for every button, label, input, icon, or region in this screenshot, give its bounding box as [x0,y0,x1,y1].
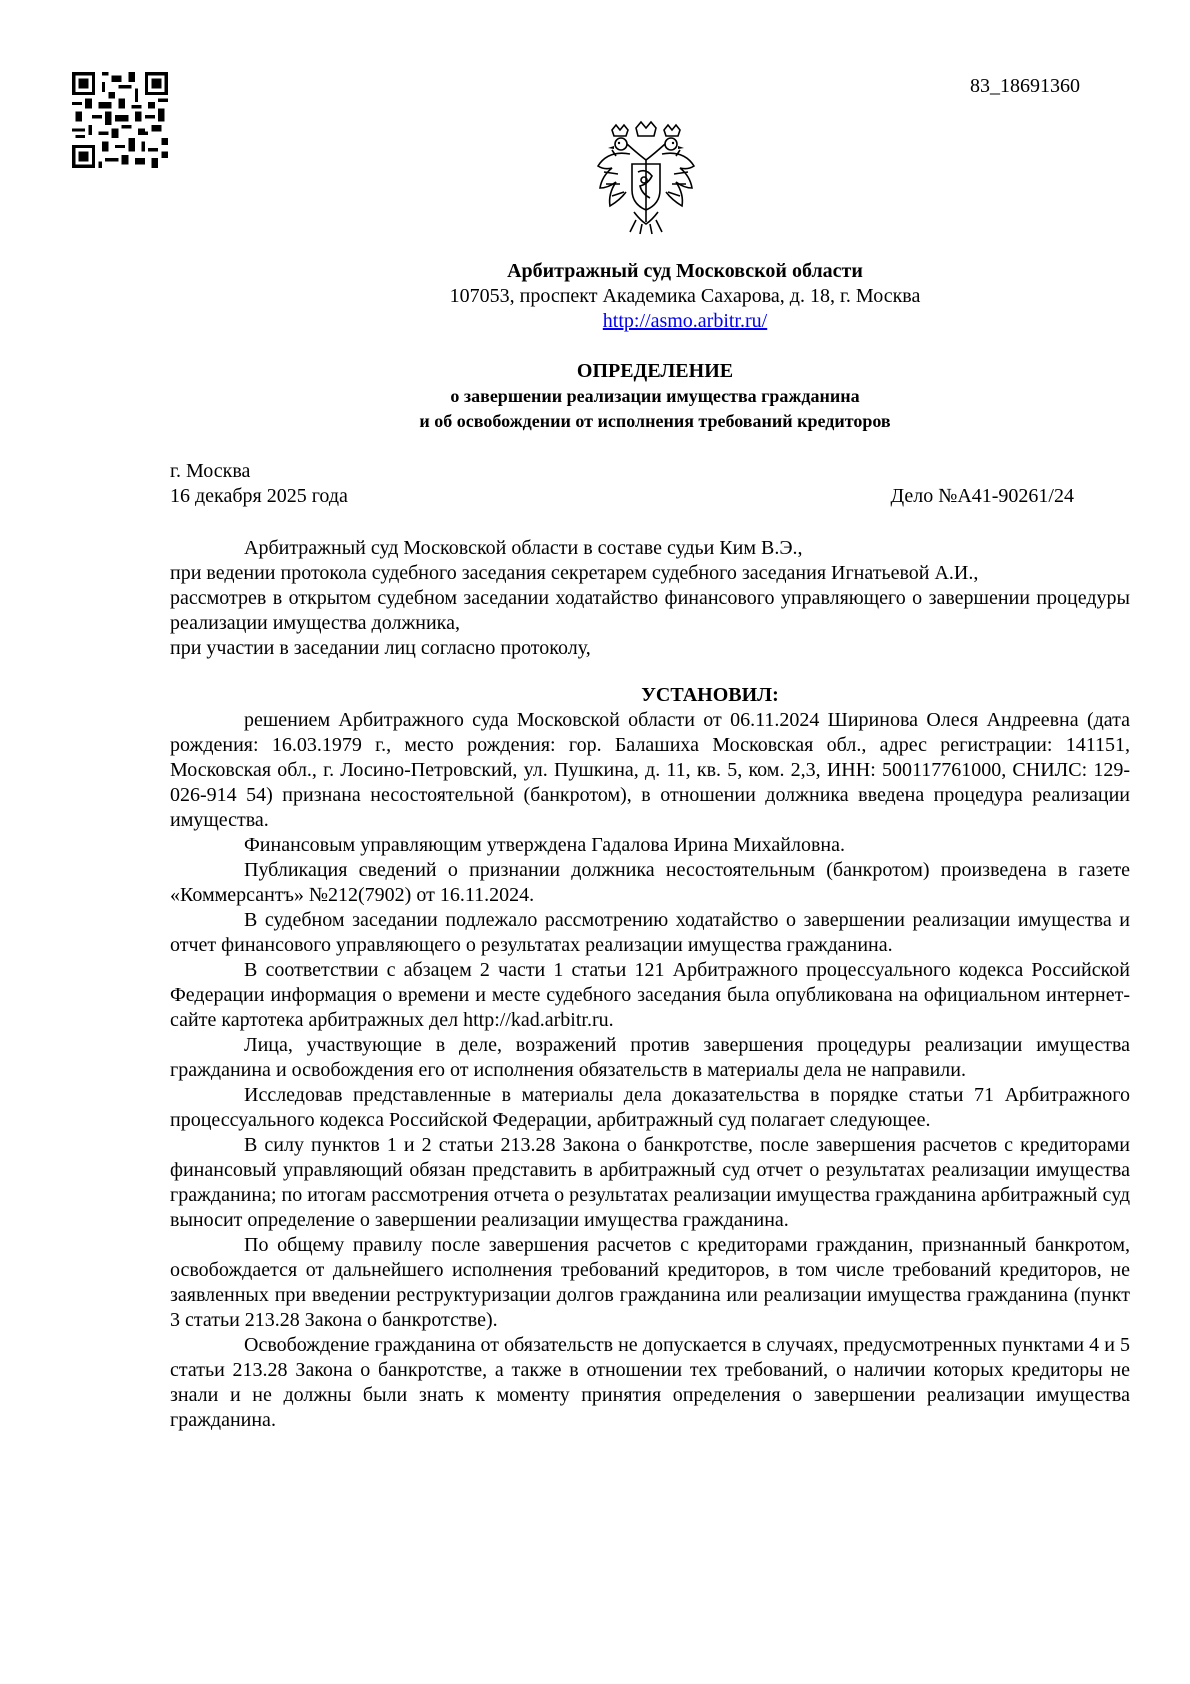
intro-paragraph: Арбитражный суд Московской области в составе судьи Ким В.Э., [244,537,803,559]
court-site-link[interactable]: http://asmo.arbitr.ru/ [602,310,768,332]
body-paragraph: В силу пунктов 1 и 2 статьи 213.28 Закона о банкротстве, после завершения расчетов с кредиторами финансовый управляющий обязан представить в арбитражный суд отчет о результатах реализации имущества гражданина; по итогам рассмотрения отчета о результатах реализации имущества гражданина арбитражный суд выносит определение о завершении реализации имущества гражданина. [170,1134,1130,1231]
document-subtitle [0,384,1190,434]
intro-paragraph: при ведении протокола судебного заседания секретарем судебного заседания Игнатьевой А.И., [170,562,979,584]
body-paragraph: По общему правилу после завершения расчетов с кредиторами гражданин, признанный банкротом, освобождается от дальнейшего исполнения требований кредиторов, в том числе требований кредиторов, не заявленных при введении реструктуризации долгов гражданина или реализации имущества гражданина (пункт 3 статьи 213.28 Закона о банкротстве). [170,1234,1130,1331]
body-paragraph: В соответствии с абзацем 2 части 1 статьи 121 Арбитражного процессуального кодекса Российской Федерации информация о времени и месте судебного заседания была опубликована на официальном интернет-сайте картотека арбитражных дел http://kad.arbitr.ru. [170,959,1130,1031]
document-number: 83_18691360 [970,75,1080,97]
intro-paragraph: рассмотрев в открытом судебном заседании ходатайство финансового управляющего о завершении процедуры реализации имущества должника, [170,587,1130,634]
court-site-line [0,309,1190,334]
subtitle-line-2: и об освобождении от исполнения требований кредиторов [419,411,891,431]
intro-paragraph: при участии в заседании лиц согласно протоколу, [170,637,591,659]
body-paragraph: Лица, участвующие в деле, возражений против завершения процедуры реализации имущества гражданина и освобождения его от исполнения обязательств в материалы дела не направили. [170,1034,1130,1081]
court-name: Арбитражный суд Московской области [507,260,863,282]
date: 16 декабря 2025 года [170,485,348,507]
subtitle-line-1: о завершении реализации имущества гражданина [450,386,860,406]
body-paragraph: решением Арбитражного суда Московской области от 06.11.2024 Ширинова Олеся Андреевна (дата рождения: 16.03.1979 г., место рождения: гор. Балашиха Московская обл., адрес регистрации: 141151, Московская обл., г. Лосино-Петровский, ул. Пушкина, д. 11, кв. 5, ком. 2,3, ИНН: 500117761000, СНИЛС: 129-026-914 54) признана несостоятельной (банкротом), в отношении должника введена процедура реализации имущества. [170,709,1130,831]
body-paragraph: В судебном заседании подлежало рассмотрению ходатайство о завершении реализации имущества и отчет финансового управляющего о результатах реализации имущества гражданина. [170,909,1130,956]
section-heading: УСТАНОВИЛ: [641,684,779,706]
qr-code-icon [72,72,168,168]
body-paragraph: Исследовав представленные в материалы дела доказательства в порядке статьи 71 Арбитражного процессуального кодекса Российской Федерации, арбитражный суд полагает следующее. [170,1084,1130,1131]
court-address: 107053, проспект Академика Сахарова, д. 18, г. Москва [449,285,921,307]
document-body [170,536,1130,1433]
coat-of-arms-emblem [594,120,698,236]
case-number: Дело №А41-90261/24 [890,485,1074,507]
document-title: ОПРЕДЕЛЕНИЕ [576,360,734,382]
body-paragraph: Финансовым управляющим утверждена Гадалова Ирина Михайловна. [244,834,845,856]
body-paragraph: Освобождение гражданина от обязательств не допускается в случаях, предусмотренных пунктами 4 и 5 статьи 213.28 Закона о банкротстве, а также в отношении тех требований, о наличии которых кредиторы не знали и не должны были знать к моменту принятия определения о завершении реализации имущества гражданина. [170,1334,1130,1431]
body-paragraph: Публикация сведений о признании должника несостоятельным (банкротом) произведена в газете «Коммерсантъ» №212(7902) от 16.11.2024. [170,859,1130,906]
city: г. Москва [170,460,251,482]
